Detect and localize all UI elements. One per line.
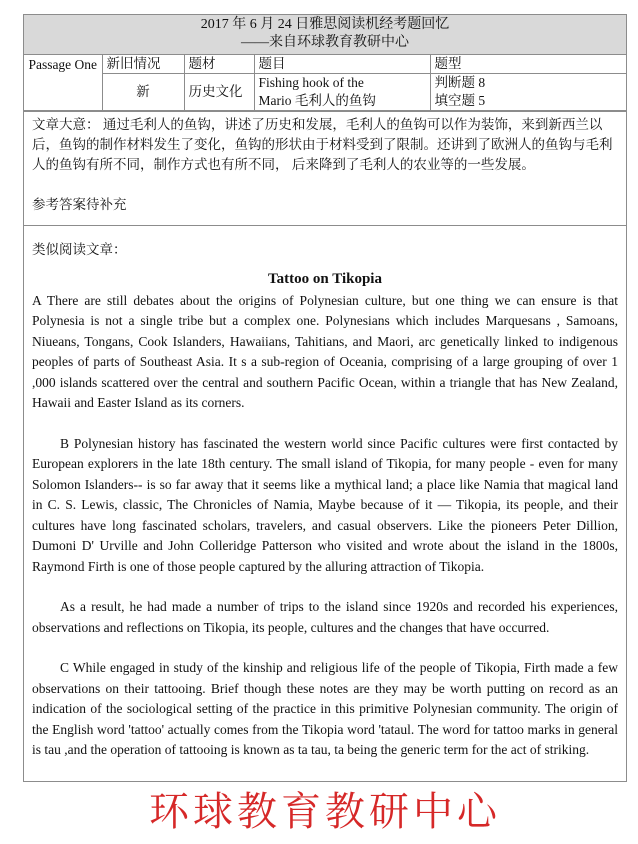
cell-title-line2: Mario 毛利人的鱼钩 (258, 93, 376, 108)
column-header-title: 题目 (254, 55, 430, 74)
column-header-topic: 题材 (184, 55, 254, 74)
paragraph-c: C While engaged in study of the kinship and religious life of the people of Tikopia, Firth made a few observations on their tattooing. Brief though these notes are they may be worth putting on record as an indication of the sociological setting of the practice in this primitive Polynesian community. The origin of the English word 'tattoo' actually comes from the Tikopia word 'tataul. The word for tattoo marks in general is tau ,and the operation of tattooing is known as ta tau, ta being the generic term for the act of striking. (32, 660, 618, 757)
document-page (23, 14, 627, 782)
cell-status: 新 (102, 74, 184, 111)
answer-note: 参考答案待补充 (32, 197, 127, 212)
header-title: 2017 年 6 月 24 日雅思阅读机经考题回忆 (200, 17, 450, 32)
summary-text: 文章大意： 通过毛利人的鱼钩，讲述了历史和发展，毛利人的鱼钩可以作为装饰，来到新西兰以后，鱼钩的制作材料发生了变化，鱼钩的形状由于材料受到了限制。还讲到了欧洲人的鱼钩与毛利人的鱼钩有所不同，制作方式也有所不同， 后来降到了毛利人的农业等的一些发展。 (32, 117, 613, 172)
column-header-type: 题型 (430, 55, 626, 74)
table-header (24, 15, 626, 55)
cell-title-line1: Fishing hook of the (258, 75, 364, 90)
passage-label: Passage One (24, 55, 102, 111)
cell-title (254, 74, 430, 111)
article-section (24, 225, 626, 781)
watermark (23, 788, 627, 836)
summary-section (24, 111, 626, 225)
article-title: Tattoo on Tikopia (268, 270, 382, 287)
paragraph-a: A There are still debates about the origins of Polynesian culture, but one thing we can ensure is that Polynesia is not a single tribe but a complex one. Polynesians which includes Marquesans , Samoans, Niueans, Tongans, Cook Islanders, Hawaiians, Tahitians, and Maori, arc genetically linked to indigenous peoples of parts of Southeast Asia. It s a sub-region of Oceania, comprising of a large grouping of over 1 ,000 islands scattered over the central and southern Pacific Ocean, within a triangle that has New Zealand, Hawaii and Easter Island as its corners. (32, 292, 618, 410)
exam-info-table (24, 15, 626, 111)
column-header-status: 新旧情况 (102, 55, 184, 74)
table-row (24, 74, 626, 111)
paragraph-b: B Polynesian history has fascinated the western world since Pacific cultures were first contacted by European explorers in the late 18th century. The small island of Tikopia, for many people - even for many Solomon Islanders-- is so far away that it seems like a mythical land; a place like Namia that magical land in C. S. Lewis, classic, The Chronicles of Namia, Maybe because of it — Tikopia, its people, and their cultures have long fascinated scholars, travelers, and casual observers. Like the pioneers Peter Dillion, Dumoni D' Urville and John Colleridge Patterson who visited and wrote about the island in the 1800s, Raymond Firth is one of those people captured by the alluring attraction of Tikopia. (32, 435, 618, 574)
cell-topic: 历史文化 (184, 74, 254, 111)
cell-type-line1: 判断题 8 (434, 75, 486, 90)
cell-type (430, 74, 626, 111)
cell-type-line2: 填空题 5 (434, 93, 486, 108)
watermark-text: 环球教育教研中心 (149, 788, 501, 835)
header-subtitle: ——来自环球教育教研中心 (241, 35, 409, 50)
article-label: 类似阅读文章： (32, 242, 127, 257)
paragraph-b-continued: As a result, he had made a number of trips to the island since 1920s and recorded his experiences, observations and reflections on Tikopia, its people, cultures and the changes that have occurred. (32, 599, 618, 635)
